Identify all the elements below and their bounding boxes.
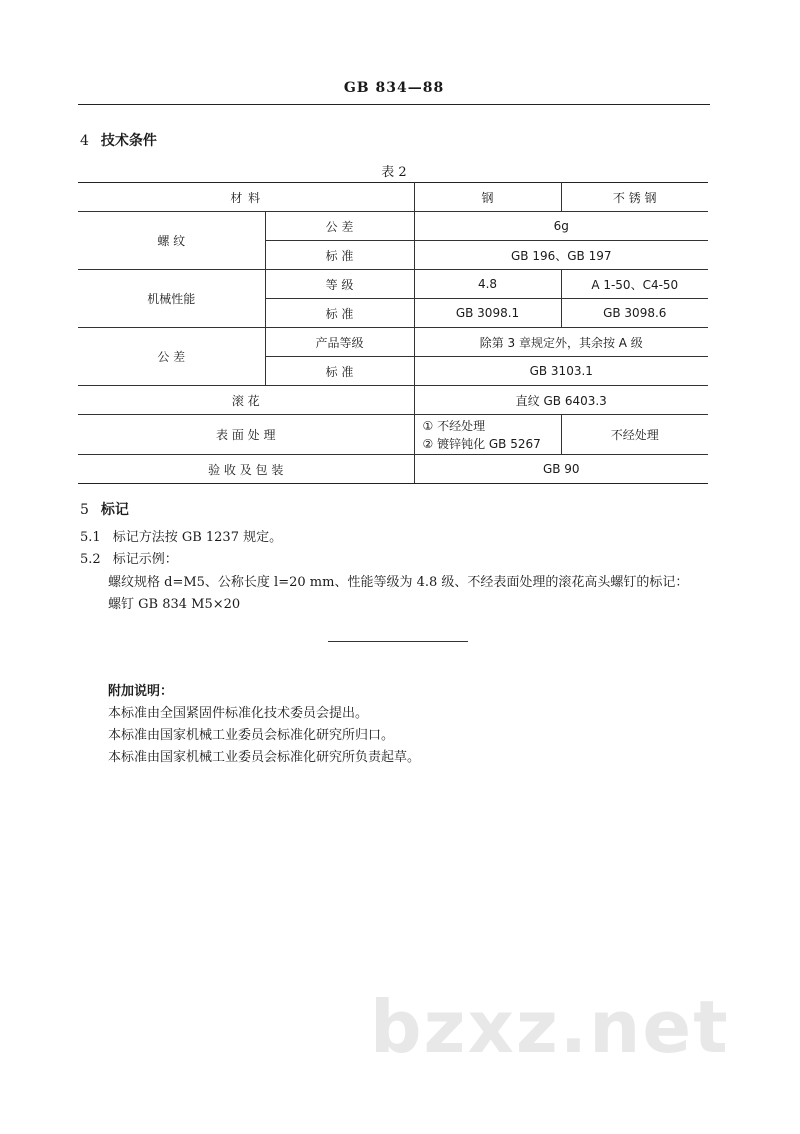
mechanical-grade-steel: 4.8 bbox=[414, 270, 561, 299]
tolerance-standard-value: GB 3103.1 bbox=[414, 357, 708, 386]
mechanical-standard-label: 标 准 bbox=[265, 299, 414, 328]
surface-stainless: 不经处理 bbox=[561, 415, 708, 455]
section-5-heading bbox=[80, 499, 129, 519]
product-grade-label: 产品等级 bbox=[265, 328, 414, 357]
surface-label: 表 面 处 理 bbox=[78, 415, 414, 455]
header-steel: 钢 bbox=[414, 183, 561, 212]
header-rule bbox=[78, 104, 710, 105]
tolerance-standard-label: 标 准 bbox=[265, 357, 414, 386]
thread-label: 螺 纹 bbox=[78, 212, 265, 270]
marking-example: 螺钉 GB 834 M5×20 bbox=[108, 597, 241, 612]
clause-5-2 bbox=[80, 550, 178, 570]
mechanical-grade-label: 等 级 bbox=[265, 270, 414, 299]
section-5-number: 5 bbox=[80, 502, 89, 518]
watermark: bzxz.net bbox=[370, 985, 730, 1069]
clause-5-2-number: 5.2 bbox=[80, 552, 101, 567]
thread-tolerance-label: 公 差 bbox=[265, 212, 414, 241]
clause-5-2-text: 标记示例： bbox=[112, 552, 178, 567]
knurl-label: 滚 花 bbox=[78, 386, 414, 415]
surface-steel-line1: ① 不经处理 bbox=[422, 418, 486, 433]
mechanical-standard-steel: GB 3098.1 bbox=[414, 299, 561, 328]
table-row bbox=[78, 328, 708, 357]
header-material: 材 料 bbox=[78, 183, 414, 212]
note-line: 本标准由国家机械工业委员会标准化研究所归口。 bbox=[108, 728, 395, 743]
table-row bbox=[78, 212, 708, 241]
thread-tolerance-value: 6g bbox=[414, 212, 708, 241]
clause-5-1-text: 标记方法按 GB 1237 规定。 bbox=[112, 530, 283, 545]
section-4-title: 技术条件 bbox=[100, 133, 157, 149]
note-line: 本标准由全国紧固件标准化技术委员会提出。 bbox=[108, 706, 369, 721]
mechanical-label: 机械性能 bbox=[78, 270, 265, 328]
knurl-value: 直纹 GB 6403.3 bbox=[414, 386, 708, 415]
table-row bbox=[78, 455, 708, 484]
product-grade-value: 除第 3 章规定外，其余按 A 级 bbox=[414, 328, 708, 357]
thread-standard-label: 标 准 bbox=[265, 241, 414, 270]
mechanical-grade-stainless: A 1-50、C4-50 bbox=[561, 270, 708, 299]
tolerance-label: 公 差 bbox=[78, 328, 265, 386]
mechanical-standard-stainless: GB 3098.6 bbox=[561, 299, 708, 328]
standard-code-header: GB 834—88 bbox=[343, 80, 445, 96]
acceptance-value: GB 90 bbox=[414, 455, 708, 484]
section-4-number: 4 bbox=[80, 133, 89, 149]
additional-notes-title: 附加说明： bbox=[108, 684, 174, 699]
surface-steel bbox=[414, 415, 561, 455]
acceptance-label: 验 收 及 包 装 bbox=[78, 455, 414, 484]
section-4-heading bbox=[80, 130, 157, 150]
clause-5-1 bbox=[80, 528, 282, 548]
section-5-title: 标记 bbox=[100, 502, 129, 518]
table-row bbox=[78, 415, 708, 455]
technical-conditions-table bbox=[78, 182, 708, 484]
header-stainless-steel: 不 锈 钢 bbox=[561, 183, 708, 212]
thread-standard-value: GB 196、GB 197 bbox=[414, 241, 708, 270]
table-row bbox=[78, 386, 708, 415]
marking-example-description: 螺纹规格 d=M5、公称长度 l=20 mm、性能等级为 4.8 级、不经表面处理的滚花高头螺钉的标记： bbox=[108, 575, 689, 590]
table-row bbox=[78, 183, 708, 212]
table-row bbox=[78, 270, 708, 299]
clause-5-1-number: 5.1 bbox=[80, 530, 101, 545]
note-line: 本标准由国家机械工业委员会标准化研究所负责起草。 bbox=[108, 750, 421, 765]
table-caption: 表 2 bbox=[381, 165, 407, 180]
end-rule bbox=[328, 641, 468, 642]
surface-steel-line2: ② 镀锌钝化 GB 5267 bbox=[422, 436, 541, 451]
